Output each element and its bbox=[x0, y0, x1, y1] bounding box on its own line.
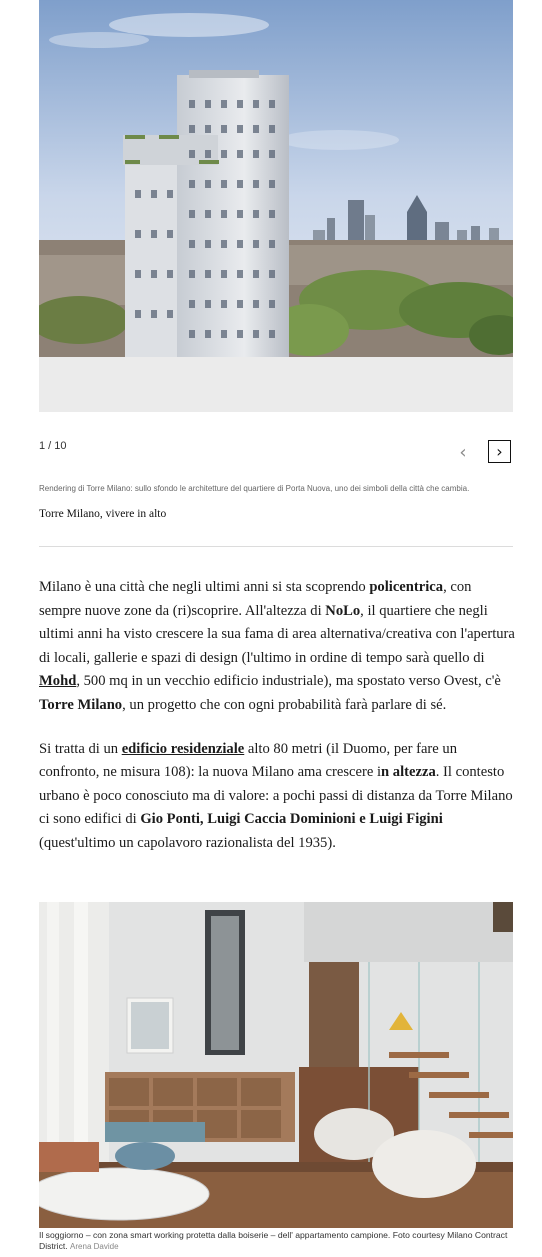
bold-text: Gio Ponti, Luigi Caccia Dominioni e Luigi Figini bbox=[140, 811, 443, 828]
edificio-residenziale-link[interactable]: edificio residenziale bbox=[121, 740, 245, 757]
photo-credit: Arena Davide bbox=[70, 1242, 119, 1251]
caption-text: Il soggiorno – con zona smart working protetta dalla boiserie – dell' appartamento campione. Foto courtesy Milano Contract District. bbox=[39, 1230, 508, 1251]
text: , con sempre nuove zone da (ri)scoprire. All'altezza di bbox=[39, 579, 472, 619]
text: Milano è una città che negli ultimi anni si sta scoprendo bbox=[39, 579, 370, 595]
chevron-left-icon: ‹ bbox=[459, 441, 467, 463]
mohd-link[interactable]: Mohd bbox=[39, 673, 77, 690]
text: , 500 mq in un vecchio edificio industriale), ma spostato verso Ovest, c'è bbox=[76, 673, 501, 690]
text: , un progetto che con ogni probabilità farà parlare di sé. bbox=[122, 696, 447, 713]
gallery-caption: Rendering di Torre Milano: sullo sfondo le architetture del quartiere di Porta Nuova, uno dei simboli della città che cambia. bbox=[39, 484, 470, 493]
text: (quest'ultimo un capolavoro razionalista del 1935). bbox=[39, 834, 336, 851]
bold-text: Torre Milano bbox=[39, 696, 123, 713]
bold-text: policentrica bbox=[369, 579, 444, 595]
gallery-image bbox=[39, 0, 513, 412]
chevron-right-icon: › bbox=[496, 442, 503, 461]
paragraph bbox=[39, 576, 515, 718]
text: , il quartiere che negli ultimi anni ha visto crescere la sua fama di area alternativa/creativa con l'apertura di locali, gallerie e spazi di design (l'ultimo in ordine di tempo sarà quello di bbox=[39, 602, 515, 666]
text: . Il contesto urbano è poco conosciuto ma di valore: a pochi passi di distanza da Torre Milano ci sono edifici di bbox=[39, 764, 513, 828]
interior-photo-caption bbox=[39, 1230, 515, 1252]
divider bbox=[39, 546, 513, 547]
paragraph bbox=[39, 738, 515, 856]
gallery-counter: 1 / 10 bbox=[39, 440, 67, 452]
bold-text: n altezza bbox=[381, 764, 436, 781]
text: alto 80 metri (il Duomo, per fare un confronto, ne misura 108): la nuova Milano ama crescere i bbox=[39, 740, 458, 781]
text: Si tratta di un bbox=[39, 740, 122, 757]
gallery-prev-button[interactable] bbox=[454, 442, 472, 462]
interior-photo bbox=[39, 902, 513, 1228]
gallery-title: Torre Milano, vivere in alto bbox=[39, 508, 167, 520]
bold-text: NoLo bbox=[325, 602, 361, 619]
gallery-next-button[interactable] bbox=[488, 440, 511, 463]
article-body bbox=[39, 576, 515, 876]
